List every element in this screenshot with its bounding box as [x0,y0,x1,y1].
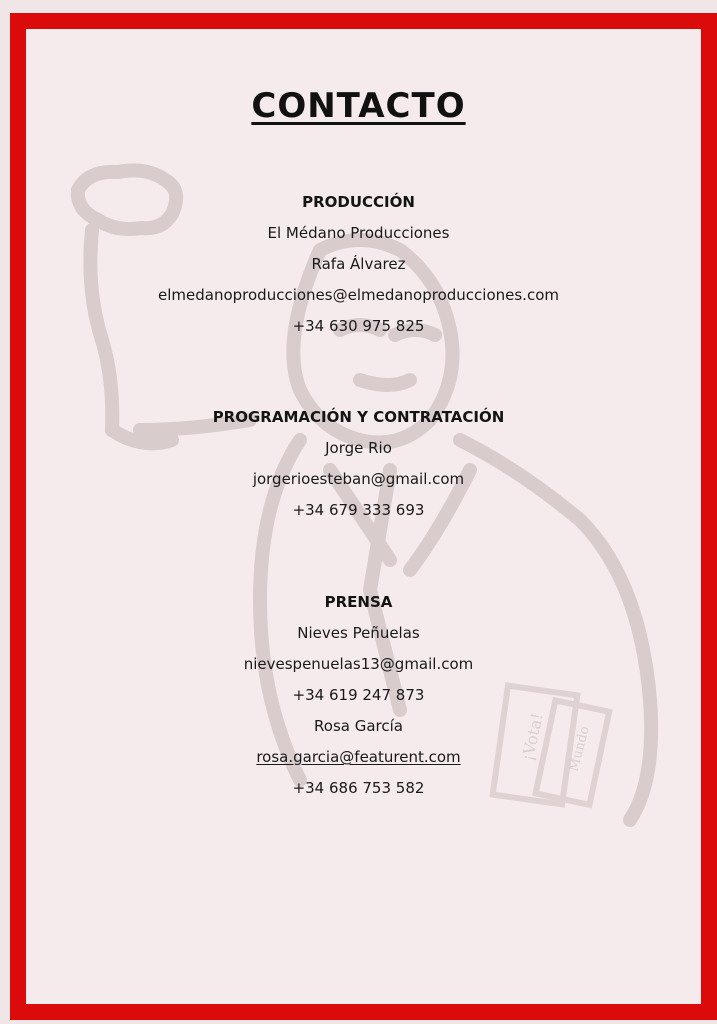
contact-name: Rafa Álvarez [311,255,406,273]
contact-email: elmedanoproducciones@elmedanoproducciones.com [158,286,559,304]
contact-phone: +34 679 333 693 [292,501,425,519]
section-prensa [0,587,717,804]
contact-phone: +34 619 247 873 [292,686,425,704]
section-produccion [0,187,717,342]
contact-email: jorgerioesteban@gmail.com [252,470,465,488]
section-heading: PROGRAMACIÓN Y CONTRATACIÓN [212,408,505,426]
watermark-book-text-2: Mundo [566,724,593,774]
company-name: El Médano Producciones [267,224,450,242]
contact-name: Rosa García [314,717,403,735]
contact-name: Jorge Rio [325,439,392,457]
contact-name: Nieves Peñuelas [297,624,420,642]
contact-email-link[interactable]: rosa.garcia@featurent.com [256,748,461,766]
page-title: CONTACTO [251,86,466,126]
contact-phone: +34 630 975 825 [292,317,425,335]
section-heading: PRODUCCIÓN [302,193,415,211]
contact-email: nievespenuelas13@gmail.com [243,655,474,673]
contact-phone: +34 686 753 582 [292,779,425,797]
section-programacion [0,402,717,526]
watermark-book-text: ¡Vota! [518,711,547,763]
section-heading: PRENSA [324,593,393,611]
